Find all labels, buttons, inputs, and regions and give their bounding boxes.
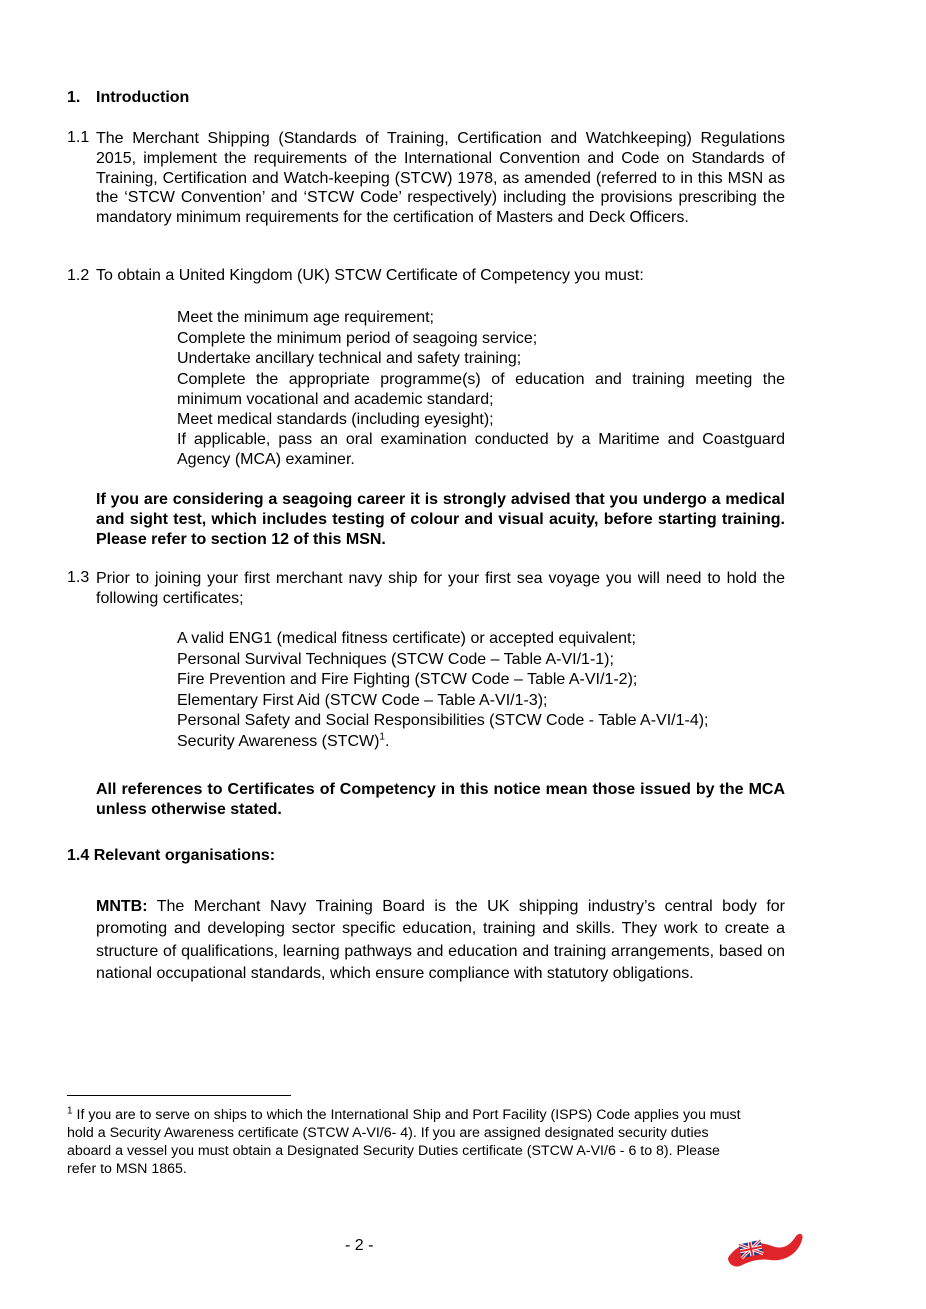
subsection-heading: 1.4 Relevant organisations: [67,847,276,864]
list-item: Meet the minimum age requirement; [177,309,434,326]
footnote-text: If you are to serve on ships to which the International Ship and Port Facility (ISPS) Code applies you must hold a Security Awareness certificate (STCW A-VI/6- 4). If you are assigned designated security duties aboard a vessel you must obtain a Designated Security Duties certificate (STCW A-VI/6 - 6 to 8). Please refer to MSN 1865. [67,1107,741,1177]
paragraph-number: 1.2 [67,267,90,284]
advice-text: If you are considering a seagoing career it is strongly advised that you undergo a medical and sight test, which includes testing of colour and visual acuity, before starting training [96,491,785,528]
certificates-note [96,780,785,820]
paragraph-text: The Merchant Shipping (Standards of Training, Certification and Watchkeeping) Regulations 2015, implement the requirements of the International Convention and Code on Standards of Training, Certification and Watch-keeping (STCW) 1978, as amended (referred to in this MSN as the ‘STCW Convention’ and ‘STCW Code’ respectively) including the provisions prescribing the mandatory minimum requirements for the certification of Masters and Deck Officers. [96,130,785,227]
list-item: Undertake ancillary technical and safety training; [177,350,522,368]
list-item: Personal Safety and Social Responsibilities (STCW Code - Table A-VI/1-4); [177,712,709,730]
list-item: Complete the minimum period of seagoing service; [177,329,538,347]
mntb-label: MNTB: [96,898,148,915]
footnote-reference[interactable]: 1 [379,731,385,743]
list-item: If applicable, pass an oral examination conducted by a Maritime and Coastguard Agency (MCA) examiner. [177,431,785,469]
footnote [67,1106,753,1178]
note-text: All references to Certificates of Competency in this notice mean those issued by the MCA unless otherwise stated. [96,781,785,818]
list-item: A valid ENG1 (medical fitness certificate) or accepted equivalent; [177,630,636,647]
certificates-list [177,629,785,753]
paragraph-text: Prior to joining your first merchant navy ship for your first sea voyage you will need to hold the following certificates; [96,570,785,607]
requirements-list [177,308,785,470]
paragraph-number: 1.3 [67,569,90,586]
mntb-text: The Merchant Navy Training Board is the UK shipping industry’s central body for promoting and developing sector specific education, training and skills. They work to create a structure of qualifications, learning pathways and education and training arrangements, based on national occupational standards, which ensure compliance with statutory obligations. [96,898,786,982]
list-item: Elementary First Aid (STCW Code – Table A-VI/1-3); [177,691,548,709]
section-title: Introduction [96,89,190,106]
page-number: - 2 - [345,1237,374,1254]
paragraph-1-3-intro [96,569,785,609]
list-item: Complete the appropriate programme(s) of education and training meeting the minimum vocational and academic standard; [177,370,785,408]
red-ensign-logo-icon [726,1228,806,1268]
list-item-end: . [384,732,390,750]
section-number: 1. [67,89,81,106]
footnote-marker: 1 [67,1105,73,1117]
list-item [177,732,785,753]
paragraph-1-1 [96,129,785,228]
paragraph-number: 1.1 [67,129,90,146]
advice-note [96,490,785,549]
footnote-separator [67,1095,291,1096]
paragraph-1-2-intro: To obtain a United Kingdom (UK) STCW Certificate of Competency you must: [96,267,644,284]
advice-tail: . Please refer to section 12 of this MSN. [96,510,785,548]
mntb-paragraph [96,896,785,985]
list-item: Fire Prevention and Fire Fighting (STCW Code – Table A-VI/1-2); [177,671,638,689]
section-heading [67,89,189,107]
list-item-text: Security Awareness (STCW) [177,732,380,750]
list-item: Personal Survival Techniques (STCW Code – Table A-VI/1-1); [177,650,614,668]
list-item: Meet medical standards (including eyesight); [177,410,494,428]
